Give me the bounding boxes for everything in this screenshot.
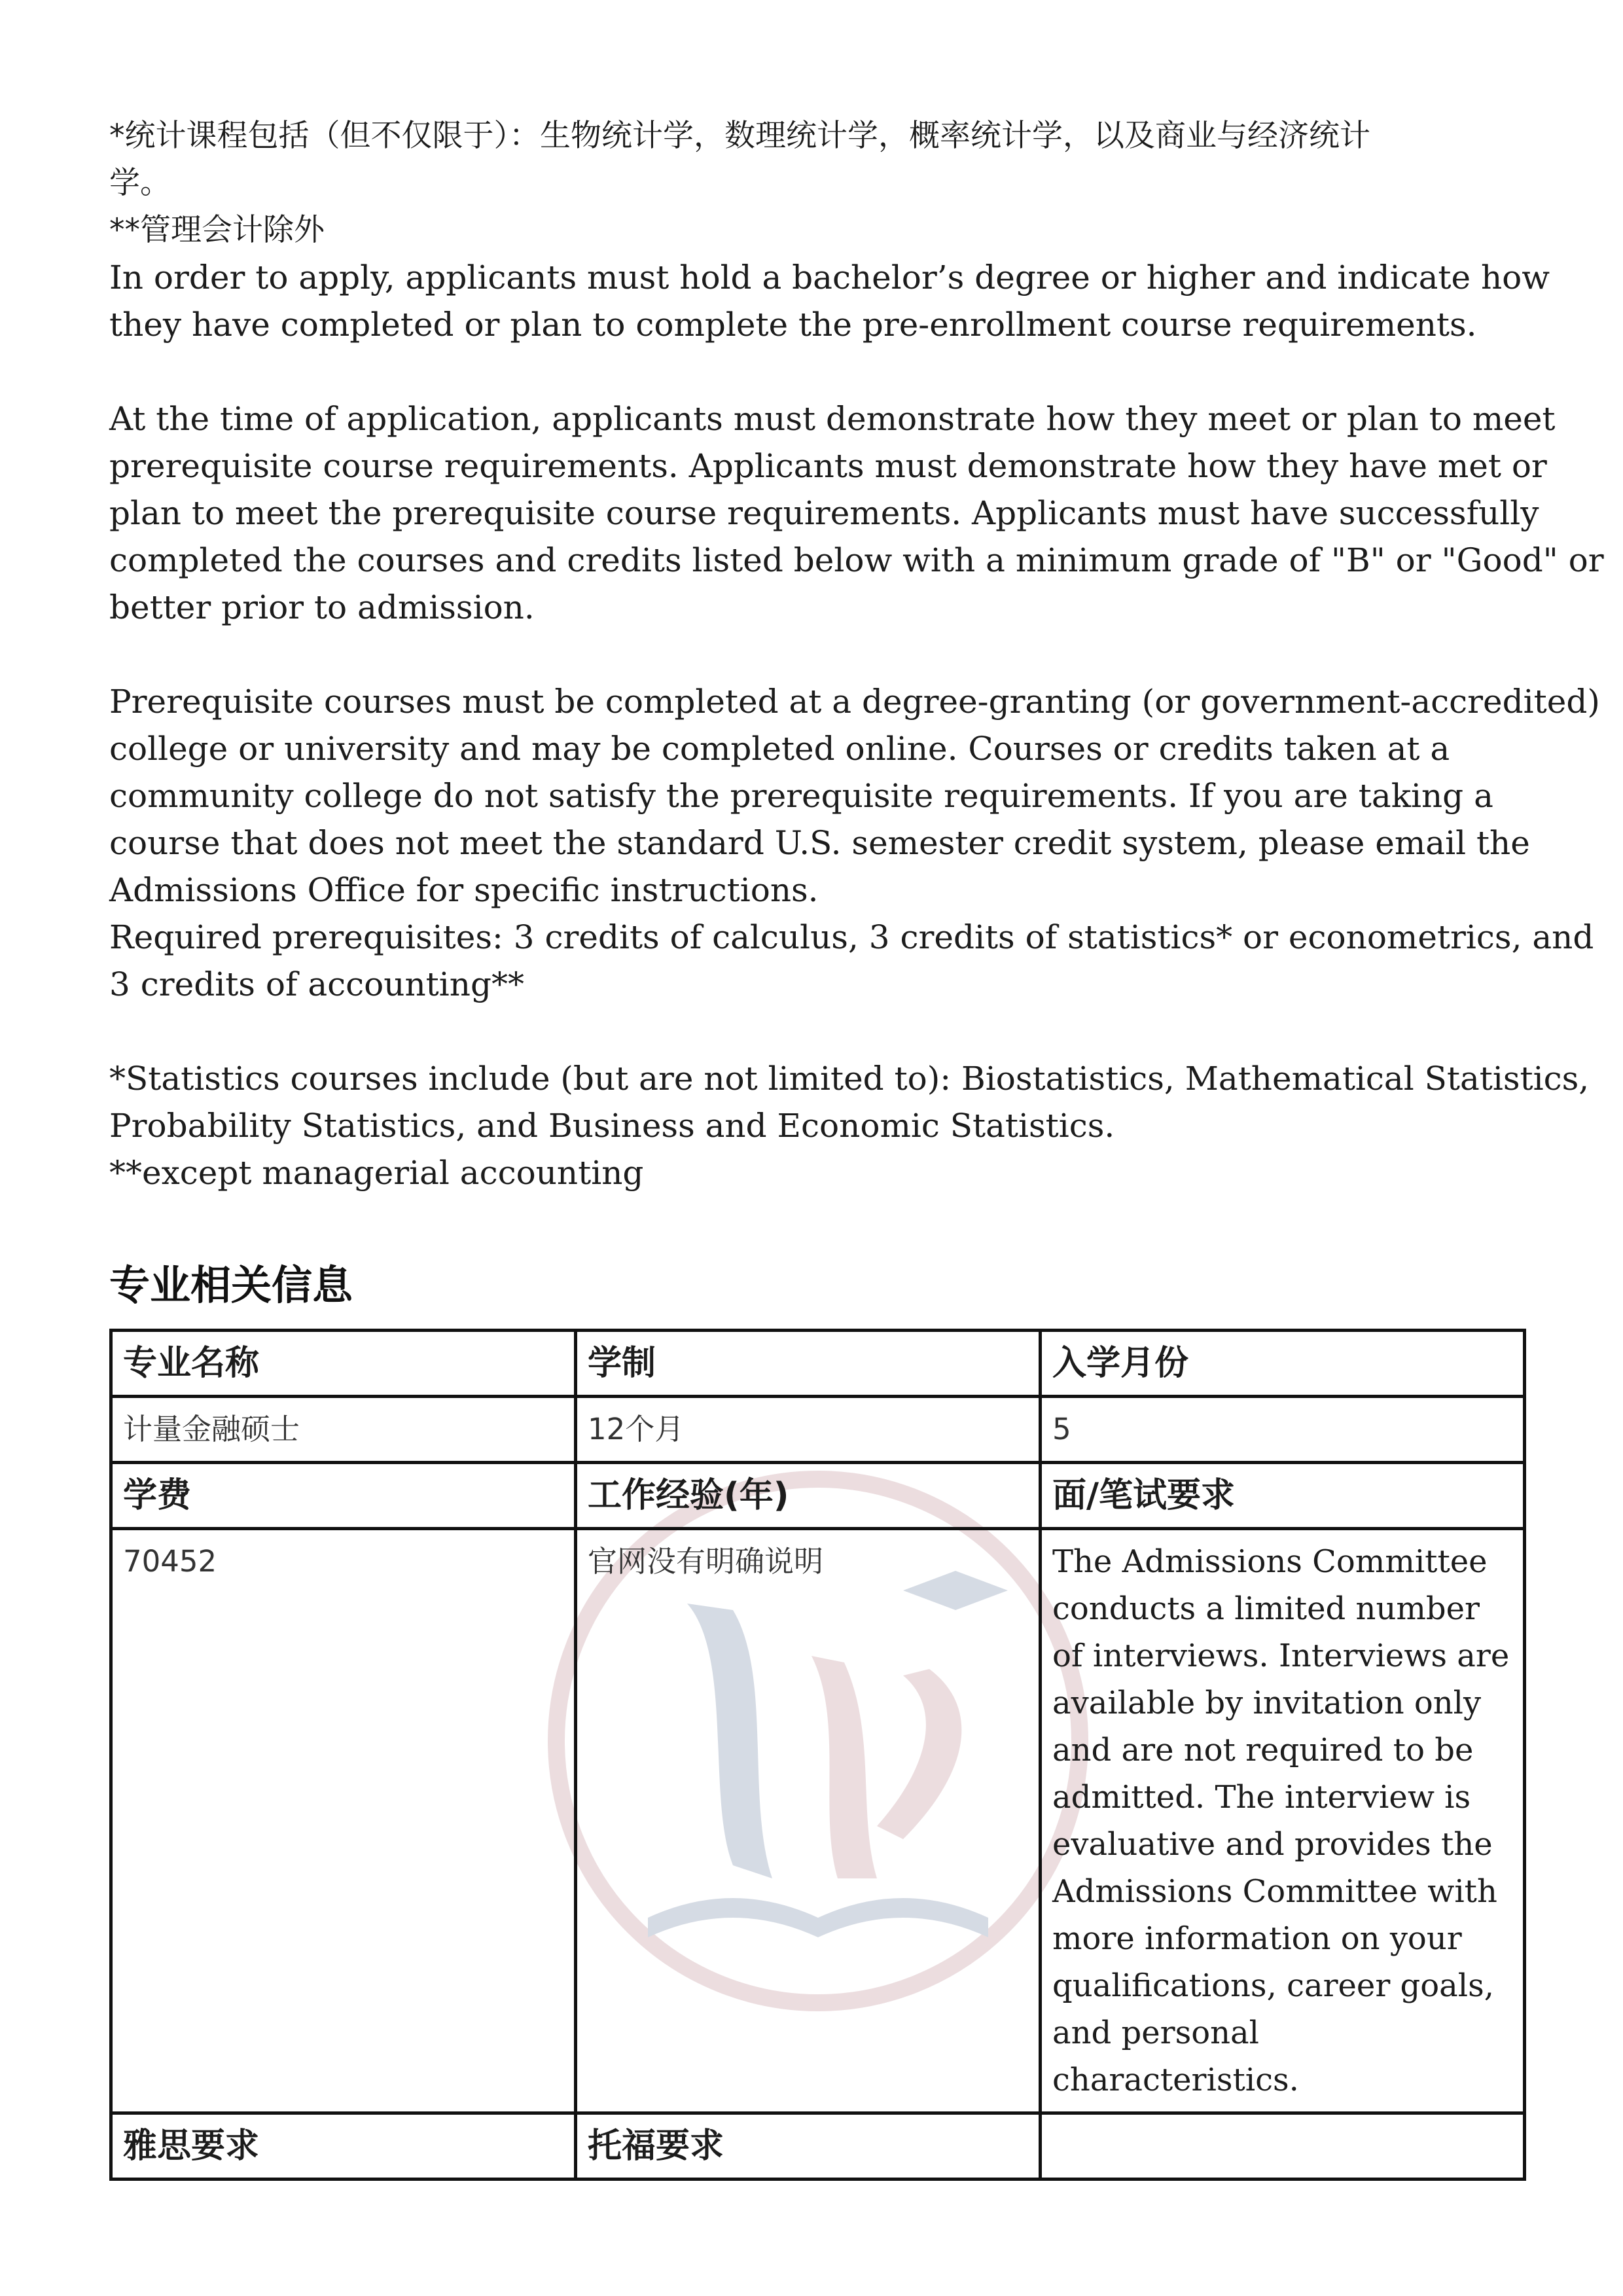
header-cell-ielts: 雅思要求: [111, 2113, 576, 2179]
paragraph-line: *Statistics courses include (but are not limited to): Biostatistics, Mathematical Statistics,: [109, 1060, 1590, 1098]
paragraph-line: At the time of application, applicants must demonstrate how they meet or plan to meet: [109, 400, 1556, 438]
cn-note-line: *统计课程包括（但不仅限于）：生物统计学，数理统计学，概率统计学，以及商业与经济统计: [109, 118, 1370, 154]
paragraph-line: prerequisite course requirements. Applicants must demonstrate how they have met or: [109, 447, 1547, 485]
paragraph-line: community college do not satisfy the prerequisite requirements. If you are taking a: [109, 777, 1493, 815]
value-cell-interview: The Admissions Committee conducts a limited number of interviews. Interviews are available by invitation only and are not required to be admitted. The interview is evaluative and provides the Admissions Committee with more information on your qualifications, career goals, and personal characteristics.: [1041, 1529, 1525, 2113]
paragraph-line: college or university and may be completed online. Courses or credits taken at a: [109, 730, 1450, 768]
paragraph-line: **except managerial accounting: [109, 1154, 644, 1192]
header-cell-intake-month: 入学月份: [1041, 1331, 1525, 1397]
value-cell-program-name: 计量金融硕士: [111, 1397, 576, 1463]
value-cell-tuition: 70452: [111, 1529, 576, 2113]
value-cell-duration: 12个月: [576, 1397, 1041, 1463]
table-row: [111, 1331, 1525, 1397]
header-cell-work-experience: 工作经验(年): [576, 1463, 1041, 1529]
paragraph-line: In order to apply, applicants must hold a bachelor’s degree or higher and indicate how: [109, 259, 1550, 296]
paragraph-line: Required prerequisites: 3 credits of calculus, 3 credits of statistics* or econometrics, and: [109, 918, 1594, 956]
value-cell-work-experience: 官网没有明确说明: [576, 1529, 1041, 2113]
paragraph-line: better prior to admission.: [109, 588, 535, 626]
header-cell-duration: 学制: [576, 1331, 1041, 1397]
paragraph-line: 3 credits of accounting**: [109, 965, 524, 1003]
header-cell-toefl: 托福要求: [576, 2113, 1041, 2179]
paragraph-line: they have completed or plan to complete the pre-enrollment course requirements.: [109, 306, 1477, 344]
value-cell-intake-month: 5: [1041, 1397, 1525, 1463]
header-cell-program-name: 专业名称: [111, 1331, 576, 1397]
paragraph-line: Admissions Office for specific instructions.: [109, 871, 819, 909]
table-row: [111, 1529, 1525, 2113]
paragraph-line: completed the courses and credits listed below with a minimum grade of "B" or "Good" or: [109, 541, 1604, 579]
cn-note-line: 学。: [109, 165, 171, 201]
program-info-table: [109, 1329, 1526, 2181]
document-body: [109, 113, 1604, 1196]
table-row: [111, 2113, 1525, 2179]
paragraph-line: Prerequisite courses must be completed at a degree-granting (or government-accredited): [109, 683, 1600, 721]
paragraph-line: plan to meet the prerequisite course requirements. Applicants must have successfully: [109, 494, 1539, 532]
header-cell-interview: 面/笔试要求: [1041, 1463, 1525, 1529]
paragraph-line: Probability Statistics, and Business and Economic Statistics.: [109, 1107, 1115, 1145]
header-cell-tuition: 学费: [111, 1463, 576, 1529]
section-title: 专业相关信息: [109, 1261, 353, 1309]
paragraph-line: course that does not meet the standard U.S. semester credit system, please email the: [109, 824, 1530, 862]
table-row: [111, 1397, 1525, 1463]
cn-note-line: **管理会计除外: [109, 212, 325, 248]
header-cell-empty: [1041, 2113, 1525, 2179]
table-row: [111, 1463, 1525, 1529]
